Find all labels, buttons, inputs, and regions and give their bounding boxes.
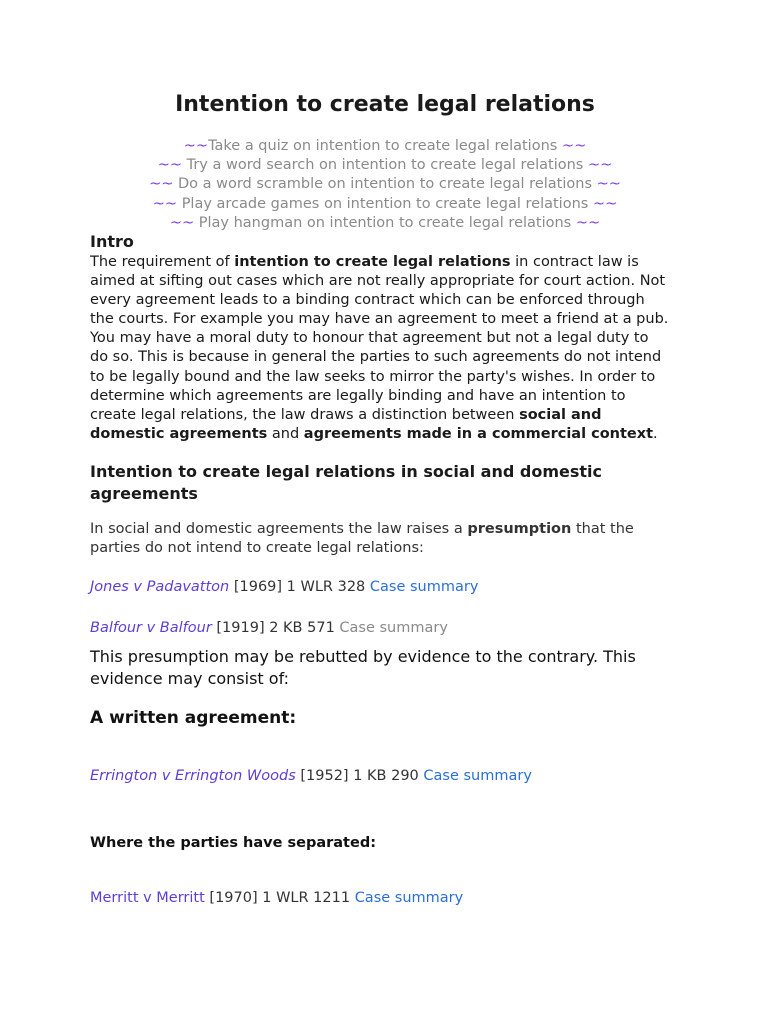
separated-heading: Where the parties have separated: [90, 835, 376, 851]
case-summary-link[interactable]: Case summary [369, 579, 479, 595]
written-agreement-heading: A written agreement: [90, 708, 297, 728]
quiz-link-arcade[interactable]: ~~ Play arcade games on intention to create legal relations ~~ [152, 195, 618, 212]
case-summary-link[interactable]: Case summary [354, 890, 464, 906]
case-name-link[interactable]: Errington v Errington Woods [90, 768, 296, 784]
case-balfour: Balfour v Balfour [1919] 2 KB 571 Case summary [90, 620, 448, 636]
presumption-paragraph: In social and domestic agreements the law raises a presumption that the parties do not intend to create legal relations: [90, 521, 634, 557]
case-summary-link[interactable]: Case summary [423, 768, 532, 784]
intro-paragraph: The requirement of intention to create legal relations in contract law is aimed at sifting out cases which are not really appropriate for court action. Not every agreement leads to a binding contract which can be enforced through the courts. For example you may have an agreement to meet a friend at a pub. You may have a moral duty to honour that agreement but not a legal duty to do so. This is because in general the parties to such agreements do not intend to be legally bound and the law seeks to mirror the party's wishes. In order to determine which agreements are legally binding and have an intention to create legal relations, the law draws a distinction between social and domestic agreements and agreements made in a commercial context. [90, 254, 669, 442]
intro-heading: Intro [90, 232, 134, 251]
case-merritt: Merritt v Merritt [1970] 1 WLR 1211 Case summary [90, 890, 464, 906]
quiz-link-quiz[interactable]: ~~Take a quiz on intention to create legal relations ~~ [183, 138, 587, 154]
quiz-link-hangman[interactable]: ~~ Play hangman on intention to create legal relations ~~ [169, 214, 601, 231]
quiz-link-word-scramble[interactable]: ~~ Do a word scramble on intention to create legal relations ~~ [149, 176, 621, 193]
case-jones: Jones v Padavatton [1969] 1 WLR 328 Case summary [90, 579, 479, 595]
case-summary-link[interactable]: Case summary [339, 620, 448, 636]
quiz-links [90, 137, 680, 233]
section-heading: Intention to create legal relations in social and domestic agreements [90, 462, 602, 503]
case-errington: Errington v Errington Woods [1952] 1 KB 290 Case summary [90, 768, 532, 784]
quiz-link-word-search[interactable]: ~~ Try a word search on intention to create legal relations ~~ [157, 157, 613, 174]
page-title: Intention to create legal relations [175, 92, 595, 117]
case-name-link[interactable]: Jones v Padavatton [90, 579, 230, 595]
case-name-link[interactable]: Merritt v Merritt [90, 890, 205, 906]
case-name-link[interactable]: Balfour v Balfour [90, 620, 212, 636]
rebuttal-text: This presumption may be rebutted by evidence to the contrary. This evidence may consist of: [90, 647, 636, 688]
